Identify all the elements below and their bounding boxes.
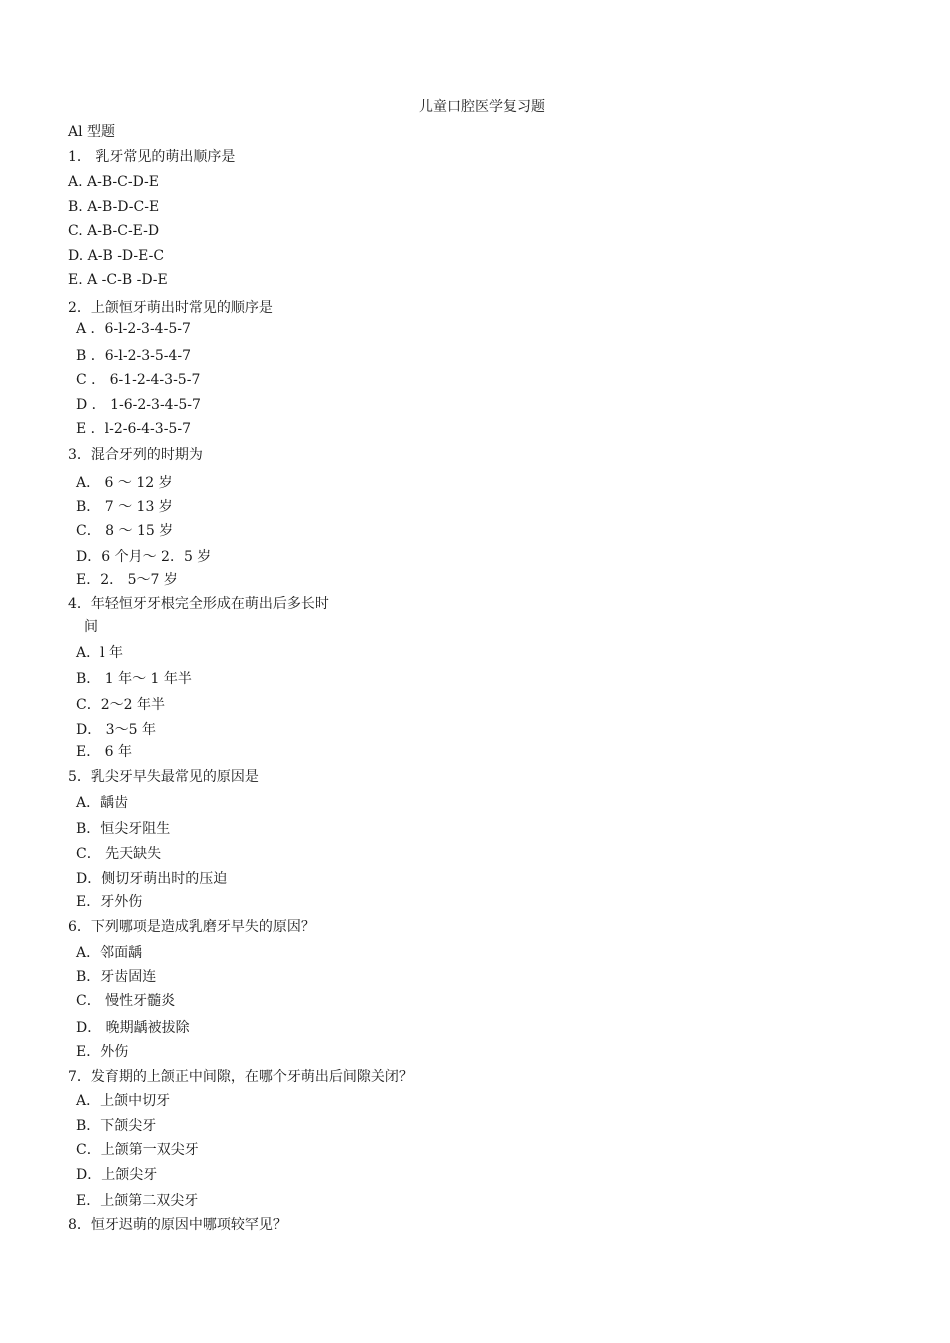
question-1-option-b: B. A-B-D-C-E [68,199,160,215]
question-6-option-a: A．邻面龋 [76,945,143,961]
question-1-option-c: C. A-B-C-E-D [68,223,160,239]
question-7-option-b: B．下颌尖牙 [76,1118,157,1134]
question-2-option-a: A ．6-l-2-3-4-5-7 [76,321,191,337]
question-5-option-c: C． 先天缺失 [76,846,162,862]
question-3-stem: 3．混合牙列的时期为 [68,447,203,463]
question-7-option-c: C．上颌第一双尖牙 [76,1142,199,1158]
question-3-option-a: A． 6 ～ 12 岁 [76,475,173,491]
question-1-option-a: A. A-B-C-D-E [68,174,160,190]
question-6-stem: 6．下列哪项是造成乳磨牙早失的原因？ [68,919,315,935]
question-2-option-e: E ．l-2-6-4-3-5-7 [76,421,191,437]
question-5-option-a: A．龋齿 [76,795,129,811]
question-4-option-d: D． 3～5 年 [76,722,156,738]
question-5-option-e: E．牙外伤 [76,894,143,910]
question-2-stem: 2．上颌恒牙萌出时常见的顺序是 [68,300,273,316]
section-heading: Al 型题 [68,124,116,140]
question-3-option-c: C． 8 ～ 15 岁 [76,523,174,539]
question-4-option-c: C．2～2 年半 [76,697,165,713]
question-2-option-c: C ． 6-1-2-4-3-5-7 [76,372,201,388]
question-6-option-d: D． 晚期龋被拔除 [76,1020,190,1036]
question-4-option-e: E． 6 年 [76,744,133,760]
question-5-option-b: B．恒尖牙阻生 [76,821,171,837]
question-1-option-e: E. A -C-B -D-E [68,272,168,288]
question-8-stem: 8．恒牙迟萌的原因中哪项较罕见？ [68,1217,287,1233]
document-title: 儿童口腔医学复习题 [419,99,545,115]
question-1-stem: 1． 乳牙常见的萌出顺序是 [68,149,236,165]
question-2-option-b: B ．6-l-2-3-5-4-7 [76,348,192,364]
question-7-option-a: A．上颌中切牙 [76,1093,171,1109]
question-5-option-d: D．侧切牙萌出时的压迫 [76,871,228,887]
question-4-stem-line2: 间 [84,619,98,635]
question-4-stem [68,593,358,639]
question-3-option-d: D．6 个月～ 2．5 岁 [76,549,212,565]
question-2-option-d: D ． 1-6-2-3-4-5-7 [76,397,201,413]
question-5-stem: 5．乳尖牙早失最常见的原因是 [68,769,259,785]
question-6-option-e: E．外伤 [76,1044,129,1060]
question-3-option-b: B． 7 ～ 13 岁 [76,499,173,515]
question-7-stem: 7．发育期的上颌正中间隙，在哪个牙萌出后间隙关闭？ [68,1069,413,1085]
question-7-option-d: D．上颌尖牙 [76,1167,158,1183]
question-3-option-e: E．2． 5～7 岁 [76,572,178,588]
question-7-option-e: E．上颌第二双尖牙 [76,1193,199,1209]
question-4-option-b: B． 1 年～ 1 年半 [76,671,192,687]
question-6-option-c: C． 慢性牙髓炎 [76,993,176,1009]
question-6-option-b: B．牙齿固连 [76,969,157,985]
question-4-option-a: A．l 年 [76,645,124,661]
question-1-option-d: D. A-B -D-E-C [68,248,165,264]
question-4-stem-line1: 4．年轻恒牙牙根完全形成在萌出后多长时 [68,596,329,612]
